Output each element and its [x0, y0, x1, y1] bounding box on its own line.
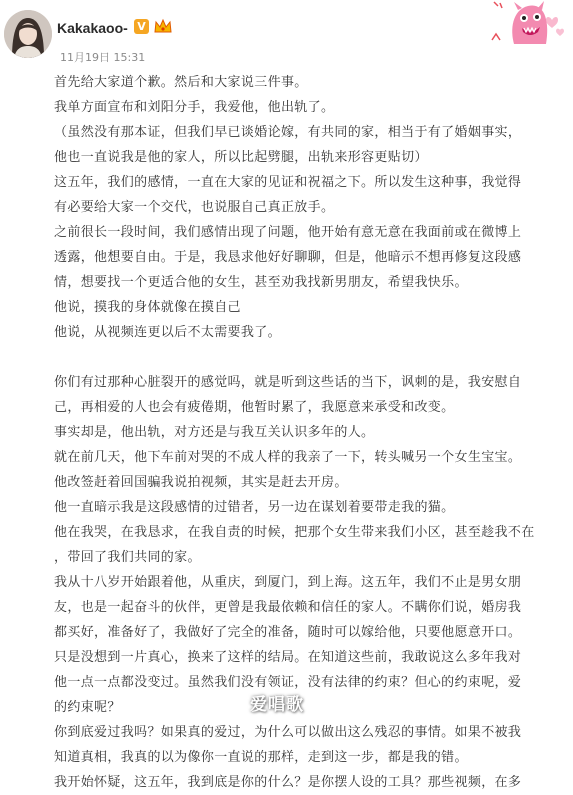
post-text-line: 有必要给大家一个交代，也说服自己真正放手。 — [54, 200, 335, 215]
post-text-line: 都买好，准备好了，我做好了完全的准备，随时可以嫁给他，只要他愿意开口。 — [54, 625, 522, 640]
watermark: 爱唱歌 — [250, 695, 304, 715]
pink-cartoon-sticker-icon — [488, 0, 570, 46]
post-text-line: 他说，摸我的身体就像在摸自己 — [54, 300, 241, 315]
post-text-line — [54, 345, 570, 370]
post-timestamp[interactable]: 11月19日 15:31 — [60, 51, 146, 64]
post-text-line: ，带回了我们共同的家。 — [54, 550, 201, 565]
post-text-line: 就在前几天，他下车前对哭的不成人样的我亲了一下，转头喊另一个女生宝宝。 — [54, 450, 522, 465]
post-text-line: 你到底爱过我吗？如果真的爱过，为什么可以做出这么残忍的事情。如果不被我 — [54, 725, 522, 740]
post-text-line: 首先给大家道个歉。然后和大家说三件事。 — [54, 75, 308, 90]
post-text-line: （虽然没有那本证，但我们早已谈婚论嫁，有共同的家，相当于有了婚姻事实， — [54, 125, 522, 140]
post-text-line: 的约束呢？ — [54, 700, 121, 715]
username[interactable]: Kakakaoo- — [57, 20, 128, 36]
post-text-line: 他一点一点都没变过。虽然我们没有领证，没有法律的约束？但心的约束呢，爱 — [54, 675, 522, 690]
post-text-line: 他也一直说我是他的家人，所以比起劈腿，出轨来形容更贴切） — [54, 150, 428, 165]
post-text-line: 之前很长一段时间，我们感情出现了问题，他开始有意无意在我面前或在微博上 — [54, 225, 522, 240]
crown-member-icon — [153, 17, 173, 37]
avatar-photo — [4, 10, 52, 58]
post-text-line: 我从十八岁开始跟着他，从重庆，到厦门，到上海。这五年，我们不止是男女朋 — [54, 575, 522, 590]
post-text-line: 他改签赶着回国骗我说拍视频，其实是赶去开房。 — [54, 475, 348, 490]
post-text-line: 我开始怀疑，这五年，我到底是你的什么？是你摆人设的工具？那些视频，在多 — [54, 775, 522, 790]
post-content — [54, 70, 570, 795]
post-text-line: 己，再相爱的人也会有疲倦期，他暂时累了，我愿意来承受和改变。 — [54, 400, 455, 415]
post-text-line: 事实却是，他出轨，对方还是与我互关认识多年的人。 — [54, 425, 375, 440]
post-text-line: 友，也是一起奋斗的伙伴，更曾是我最依赖和信任的家人。不瞒你们说，婚房我 — [54, 600, 522, 615]
vip-v-badge-icon: V — [134, 19, 149, 34]
post-text-line: 他说，从视频连更以后不太需要我了。 — [54, 325, 281, 340]
post-text-line: 情，想要找一个更适合他的女生，甚至劝我找新男朋友，希望我快乐。 — [54, 275, 468, 290]
post-text-line: 他一直暗示我是这段感情的过错者，另一边在谋划着要带走我的猫。 — [54, 500, 455, 515]
user-avatar[interactable] — [4, 10, 52, 58]
post-text-line: 知道真相，我真的以为像你一直说的那样，走到这一步，都是我的错。 — [54, 750, 468, 765]
post-text-line: 你们有过那种心脏裂开的感觉吗，就是听到这些话的当下，讽刺的是，我安慰自 — [54, 375, 522, 390]
post-text-line: 只是没想到一片真心，换来了这样的结局。在知道这些前，我敢说这么多年我对 — [54, 650, 522, 665]
post-text-line: 我单方面宣布和刘阳分手，我爱他，他出轨了。 — [54, 100, 335, 115]
post-text-line: 透露，他想要自由。于是，我恳求他好好聊聊，但是，他暗示不想再修复这段感 — [54, 250, 522, 265]
post-text-line: 他在我哭，在我恳求，在我自责的时候，把那个女生带来我们小区，甚至趁我不在 — [54, 525, 535, 540]
post-text-line: 这五年，我们的感情，一直在大家的见证和祝福之下。所以发生这种事，我觉得 — [54, 175, 522, 190]
